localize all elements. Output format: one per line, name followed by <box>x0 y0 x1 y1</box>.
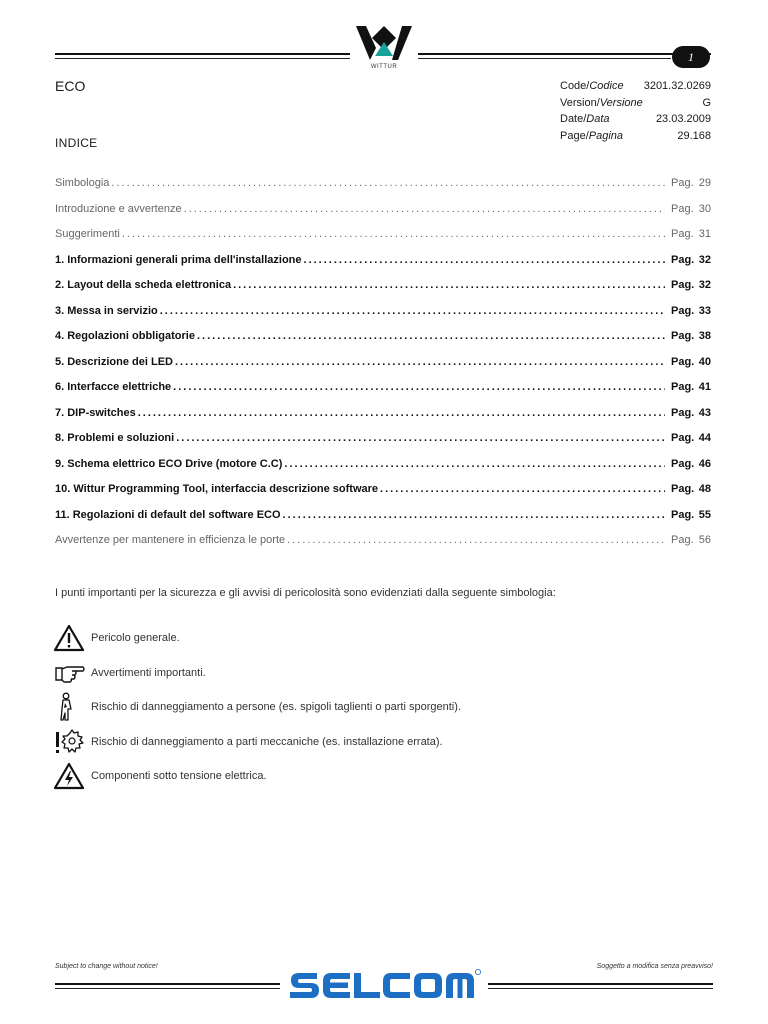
toc-page-number: 33 <box>698 304 711 317</box>
legend-item <box>53 656 461 691</box>
toc-entry[interactable] <box>55 228 711 254</box>
gear-exclamation-icon <box>53 727 87 757</box>
meta-row-code <box>560 78 711 95</box>
toc-pag: Pag. <box>671 534 694 546</box>
toc-leader <box>284 458 665 470</box>
toc-leader <box>176 432 665 444</box>
toc-leader <box>122 228 665 240</box>
intro-text: I punti importanti per la sicurezza e gli avvisi di pericolosità sono evidenziati dalla seguente simbologia: <box>55 587 556 599</box>
toc-pag: Pag. <box>671 432 695 444</box>
toc-leader <box>197 330 665 342</box>
toc-entry[interactable] <box>55 305 711 331</box>
meta-label-it: Data <box>586 113 610 125</box>
injured-person-icon <box>53 692 87 722</box>
document-meta <box>560 78 711 144</box>
toc-title: 7. DIP-switches <box>55 406 136 419</box>
toc-leader <box>175 356 665 368</box>
toc-page-number: 32 <box>698 279 711 291</box>
toc-page-number: 38 <box>698 330 711 342</box>
toc-title: 11. Regolazioni di default del software ECO <box>55 508 281 521</box>
toc-pag: Pag. <box>671 330 695 342</box>
toc-title: Simbologia <box>55 177 110 189</box>
header-rule-right <box>418 53 711 55</box>
legend-item <box>53 725 461 760</box>
meta-value: 23.03.2009 <box>655 113 711 125</box>
meta-label-it: Codice <box>589 80 624 92</box>
footer-rule-left-thin <box>55 988 280 989</box>
toc-title: 6. Interfacce elettriche <box>55 381 172 393</box>
header-rule-right-thin <box>418 58 671 59</box>
toc-pag: Pag. <box>671 177 694 189</box>
toc-entry[interactable] <box>55 330 711 356</box>
meta-value: 29.168 <box>677 129 711 142</box>
toc-entry[interactable] <box>55 407 711 433</box>
toc-page-number: 41 <box>698 381 711 393</box>
meta-row-page <box>560 128 711 145</box>
header-rule-left-thin <box>55 58 350 59</box>
toc-leader <box>173 381 665 393</box>
meta-label: Code/ <box>560 80 590 92</box>
legend-text: Rischio di danneggiamento a persone (es. spigoli taglienti o parti sporgenti). <box>91 701 461 714</box>
toc-title: 1. Informazioni generali prima dell'installazione <box>55 253 302 266</box>
toc-leader <box>304 254 665 266</box>
doc-title: ECO <box>55 78 86 94</box>
toc-leader <box>138 407 665 419</box>
toc-leader <box>184 203 665 215</box>
meta-label: Date/ <box>560 113 587 125</box>
toc-title: Suggerimenti <box>55 228 120 240</box>
legend-text: Rischio di danneggiamento a parti meccaniche (es. installazione errata). <box>91 735 443 748</box>
footer-disclaimer-it: Soggetto a modifica senza preavviso! <box>596 963 713 970</box>
meta-value: 3201.32.0269 <box>643 80 711 92</box>
toc-page-number: 30 <box>698 202 711 215</box>
footer-rule-right <box>488 983 713 985</box>
index-title: INDICE <box>55 136 98 150</box>
footer-rule-right-thin <box>488 988 713 989</box>
toc-pag: Pag. <box>671 483 695 495</box>
toc-page-number: 55 <box>698 508 711 521</box>
toc-title: Avvertenze per mantenere in efficienza le porte <box>55 534 286 546</box>
high-voltage-icon <box>53 761 87 791</box>
toc-page-number: 31 <box>698 228 711 240</box>
toc-entry[interactable] <box>55 483 711 509</box>
toc-leader <box>233 279 665 291</box>
toc-entry[interactable] <box>55 458 711 484</box>
meta-label: Version/ <box>560 96 600 109</box>
toc-leader <box>287 534 665 546</box>
toc-title: 4. Regolazioni obbligatorie <box>55 330 195 342</box>
toc-page-number: 43 <box>698 406 711 419</box>
toc-pag: Pag. <box>671 406 695 419</box>
meta-label-it: Pagina <box>588 129 624 142</box>
toc-entry[interactable] <box>55 509 711 535</box>
meta-value: G <box>702 96 711 109</box>
toc-title: 2. Layout della scheda elettronica <box>55 279 232 291</box>
toc-page-number: 46 <box>698 457 711 470</box>
header-rule-left <box>55 53 350 55</box>
toc-entry[interactable] <box>55 432 711 458</box>
toc-entry[interactable] <box>55 279 711 305</box>
toc-pag: Pag. <box>671 304 695 317</box>
toc-leader <box>111 177 665 189</box>
toc-page-number: 29 <box>698 177 711 189</box>
toc-entry[interactable] <box>55 254 711 280</box>
toc-title: 8. Problemi e soluzioni <box>55 432 175 444</box>
toc-title: 5. Descrizione dei LED <box>55 355 173 368</box>
toc-pag: Pag. <box>671 253 695 266</box>
toc-entry[interactable] <box>55 381 711 407</box>
toc-pag: Pag. <box>671 355 695 368</box>
toc-page-number: 44 <box>698 432 711 444</box>
legend-text: Avvertimenti importanti. <box>91 666 206 679</box>
page-badge: 1 <box>672 46 710 68</box>
legend-item <box>53 759 461 794</box>
pointing-hand-icon <box>53 658 87 688</box>
footer-disclaimer-en: Subject to change without notice! <box>55 963 158 970</box>
toc-leader <box>283 509 665 521</box>
wittur-wordmark: WITTUR <box>370 64 398 70</box>
symbol-legend <box>53 621 461 794</box>
toc-page-number: 48 <box>698 483 711 495</box>
toc-pag: Pag. <box>671 457 695 470</box>
legend-text: Pericolo generale. <box>91 632 180 645</box>
toc-entry[interactable] <box>55 177 711 203</box>
toc-page-number: 56 <box>698 534 711 546</box>
wittur-logo-icon <box>356 26 412 62</box>
toc-leader <box>380 483 665 495</box>
toc-title: Introduzione e avvertenze <box>55 202 182 215</box>
toc-page-number: 40 <box>698 355 711 368</box>
toc-title: 9. Schema elettrico ECO Drive (motore C.C) <box>55 457 283 470</box>
toc-pag: Pag. <box>671 508 695 521</box>
toc-entry[interactable] <box>55 203 711 229</box>
warning-triangle-icon <box>53 623 87 653</box>
meta-label: Page/ <box>560 129 589 142</box>
legend-text: Componenti sotto tensione elettrica. <box>91 770 267 783</box>
toc-entry[interactable] <box>55 356 711 382</box>
legend-item <box>53 690 461 725</box>
legend-item <box>53 621 461 656</box>
meta-label-it: Versione <box>599 96 643 109</box>
meta-row-date <box>560 111 711 128</box>
toc-title: 3. Messa in servizio <box>55 304 158 317</box>
selcom-logo-icon <box>287 966 482 1006</box>
toc-pag: Pag. <box>671 381 695 393</box>
meta-row-version <box>560 95 711 112</box>
toc-title: 10. Wittur Programming Tool, interfaccia descrizione software <box>55 483 379 495</box>
toc-pag: Pag. <box>671 279 695 291</box>
toc-entry[interactable] <box>55 534 711 560</box>
toc-leader <box>160 305 665 317</box>
toc-pag: Pag. <box>671 228 694 240</box>
toc-page-number: 32 <box>698 253 711 266</box>
footer-rule-left <box>55 983 280 985</box>
table-of-contents <box>55 177 711 560</box>
toc-pag: Pag. <box>671 202 694 215</box>
